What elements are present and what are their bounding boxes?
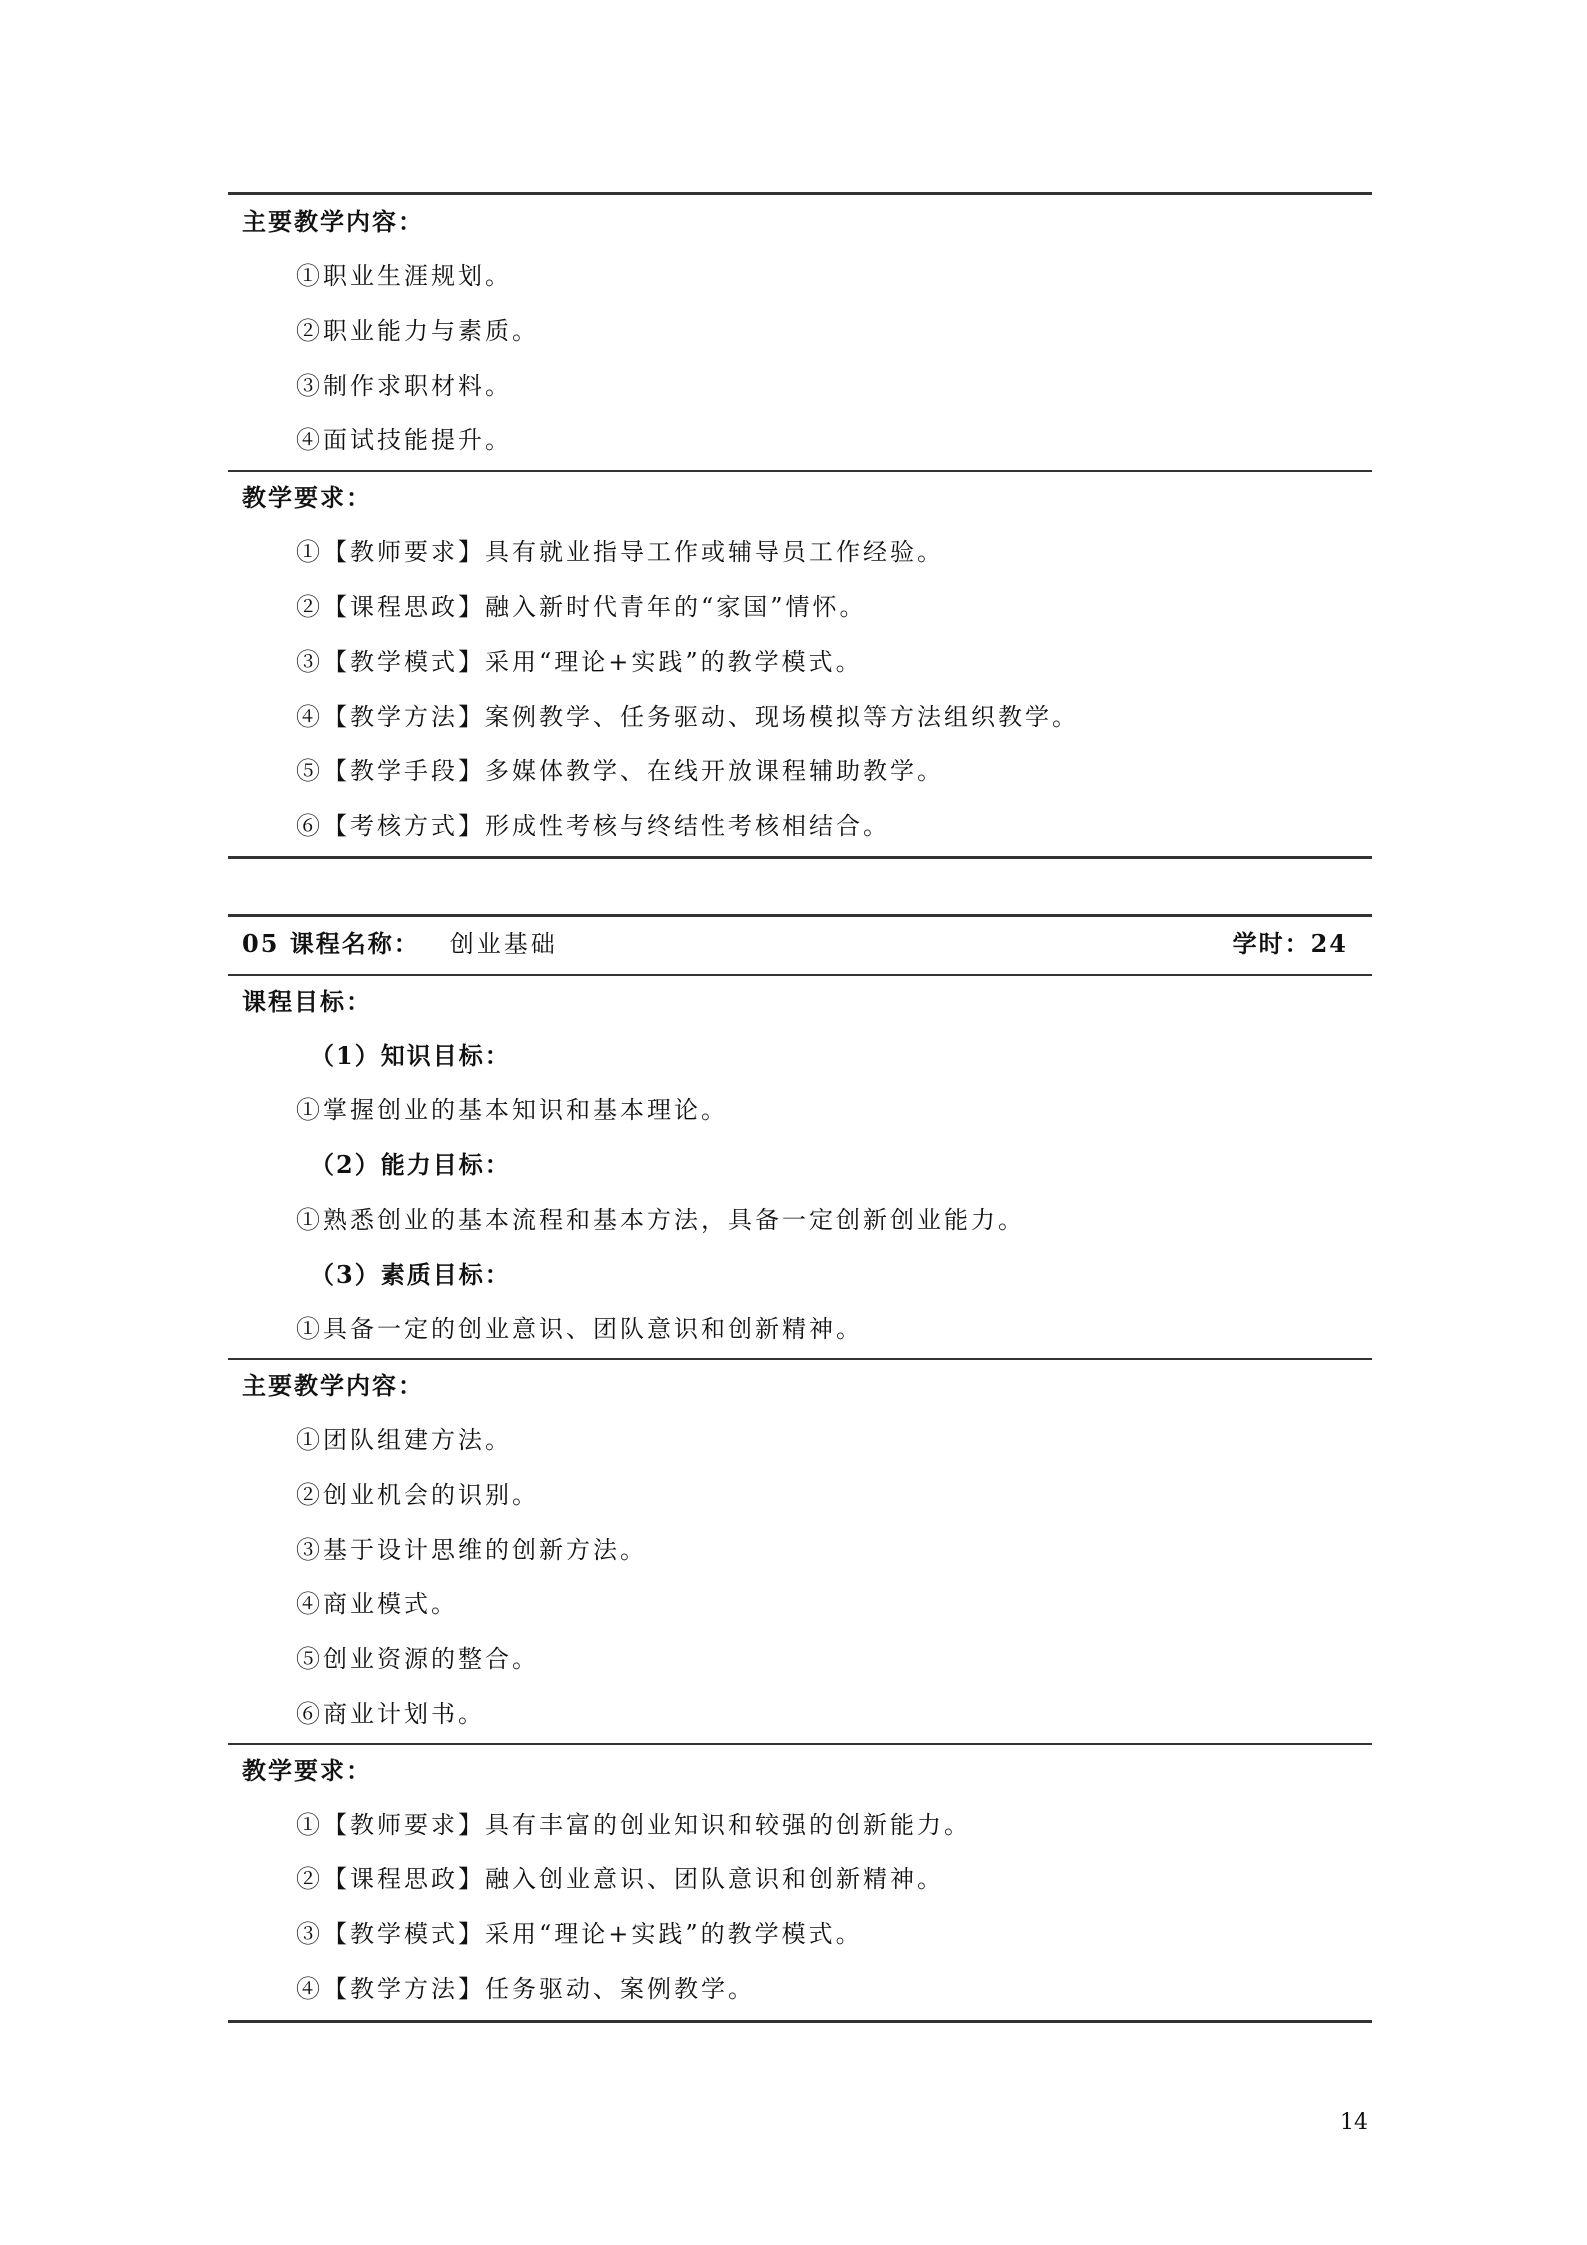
content-item: ⑤创业资源的整合。 xyxy=(296,1645,539,1673)
table-bottom-rule xyxy=(228,856,1372,859)
ability-goal-title: （2）能力目标： xyxy=(310,1150,511,1179)
content-item: ⑥商业计划书。 xyxy=(296,1700,485,1728)
course-hours: 学时：24 xyxy=(1232,929,1348,958)
requirement-item: ③【教学模式】采用“理论+实践”的教学模式。 xyxy=(296,648,863,676)
requirement-item: ②【课程思政】融入创业意识、团队意识和创新精神。 xyxy=(296,1865,944,1893)
knowledge-goal-item: ①掌握创业的基本知识和基本理论。 xyxy=(296,1096,728,1124)
content-item: ②创业机会的识别。 xyxy=(296,1481,539,1509)
page-number: 14 xyxy=(1340,2110,1368,2135)
content-item: ②职业能力与素质。 xyxy=(296,317,539,345)
table-top-rule xyxy=(228,914,1372,917)
course-name: 创业基础 xyxy=(449,930,558,958)
course-name-label: 05 课程名称： xyxy=(242,929,420,958)
ability-goal-item: ①熟悉创业的基本流程和基本方法，具备一定创新创业能力。 xyxy=(296,1206,1025,1234)
requirement-item: ④【教学方法】任务驱动、案例教学。 xyxy=(296,1975,755,2003)
requirement-item: ①【教师要求】具有丰富的创业知识和较强的创新能力。 xyxy=(296,1811,971,1839)
row-divider xyxy=(228,470,1372,472)
table-bottom-rule xyxy=(228,2020,1372,2023)
requirement-item: ①【教师要求】具有就业指导工作或辅导员工作经验。 xyxy=(296,538,944,566)
content-item: ①职业生涯规划。 xyxy=(296,262,512,290)
table-top-rule xyxy=(228,192,1372,195)
requirement-item: ②【课程思政】融入新时代青年的“家国”情怀。 xyxy=(296,593,867,621)
requirements-header: 教学要求： xyxy=(242,1756,372,1785)
content-item: ④面试技能提升。 xyxy=(296,426,512,454)
course-title-row xyxy=(242,924,1348,959)
content-item: ①团队组建方法。 xyxy=(296,1426,512,1454)
row-divider xyxy=(228,974,1372,976)
content-item: ③基于设计思维的创新方法。 xyxy=(296,1536,647,1564)
row-divider xyxy=(228,1743,1372,1745)
content-item: ④商业模式。 xyxy=(296,1590,458,1618)
requirement-item: ④【教学方法】案例教学、任务驱动、现场模拟等方法组织教学。 xyxy=(296,703,1079,731)
goals-header: 课程目标： xyxy=(242,987,372,1016)
quality-goal-item: ①具备一定的创业意识、团队意识和创新精神。 xyxy=(296,1315,863,1343)
requirement-item: ③【教学模式】采用“理论+实践”的教学模式。 xyxy=(296,1920,863,1948)
knowledge-goal-title: （1）知识目标： xyxy=(310,1041,511,1070)
content-item: ③制作求职材料。 xyxy=(296,372,512,400)
row-divider xyxy=(228,1358,1372,1360)
content-header: 主要教学内容： xyxy=(242,207,424,236)
requirement-item: ⑤【教学手段】多媒体教学、在线开放课程辅助教学。 xyxy=(296,757,944,785)
requirement-item: ⑥【考核方式】形成性考核与终结性考核相结合。 xyxy=(296,812,890,840)
content-header: 主要教学内容： xyxy=(242,1371,424,1400)
quality-goal-title: （3）素质目标： xyxy=(310,1260,511,1289)
requirements-header: 教学要求： xyxy=(242,483,372,512)
